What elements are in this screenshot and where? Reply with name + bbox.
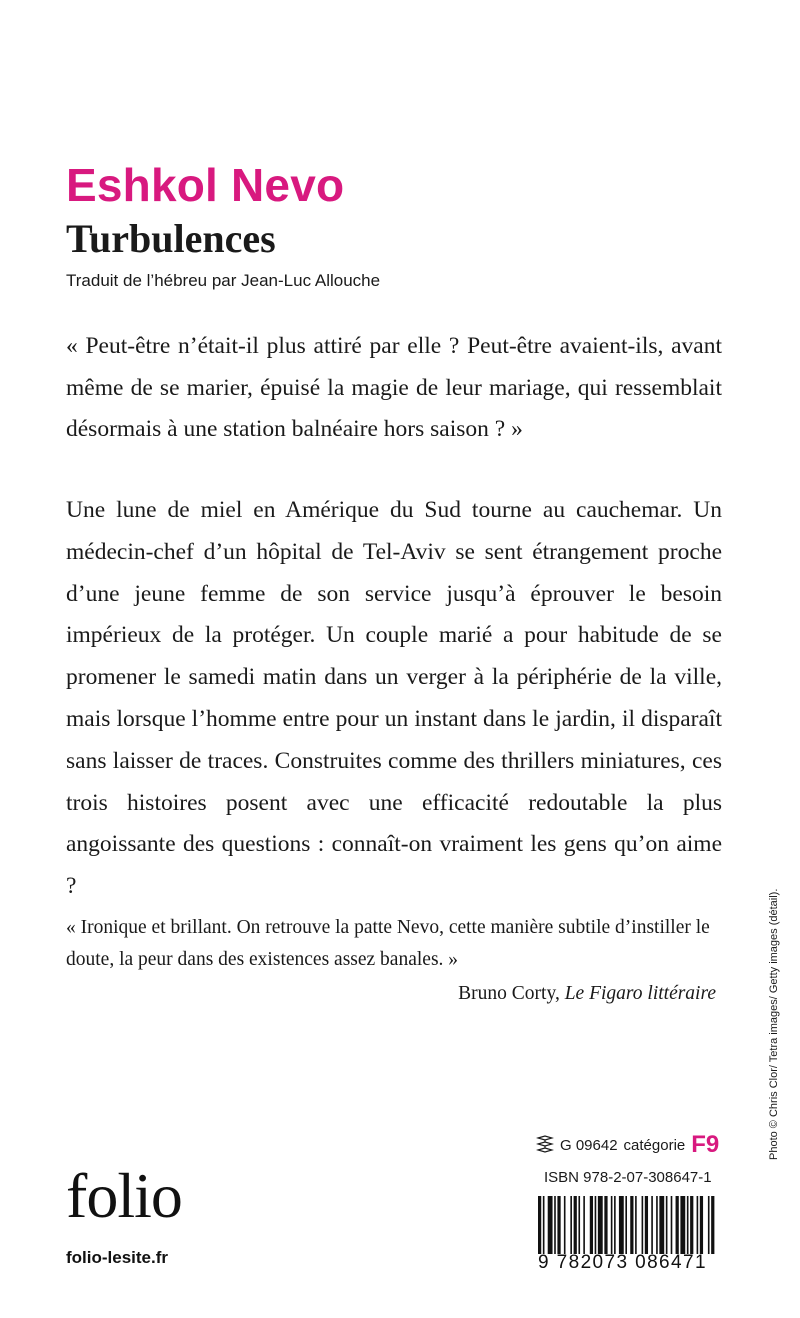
- barcode-bar: [651, 1196, 653, 1254]
- barcode-bar: [538, 1196, 541, 1254]
- barcode-bar: [598, 1196, 603, 1254]
- barcode-bar: [611, 1196, 613, 1254]
- review-attribution: [458, 983, 716, 1005]
- barcode: [538, 1196, 716, 1254]
- press-review: « Ironique et brillant. On retrouve la patte Nevo, cette manière subtile d’instiller le doute, la peur dans des existences assez banales. »: [66, 917, 710, 970]
- barcode-bar: [554, 1196, 556, 1254]
- barcode-bar: [666, 1196, 668, 1254]
- barcode-bar: [711, 1196, 714, 1254]
- publisher-website: folio-lesite.fr: [66, 1248, 169, 1267]
- translator-credit: Traduit de l’hébreu par Jean-Luc Allouche: [66, 271, 381, 290]
- excerpt-quote: « Peut-être n’était-il plus attiré par elle ? Peut-être avaient-ils, avant même de se marier, épuisé la magie de leur mariage, qui ressemblait désormais à une station balnéaire hors saison ? »: [66, 333, 722, 442]
- barcode-bar: [708, 1196, 710, 1254]
- barcode-bar: [574, 1196, 577, 1254]
- barcode-bar: [578, 1196, 580, 1254]
- barcode-bar: [659, 1196, 664, 1254]
- barcode-bar: [690, 1196, 693, 1254]
- barcode-bar: [625, 1196, 627, 1254]
- barcode-bar: [642, 1196, 644, 1254]
- barcode-bar: [635, 1196, 637, 1254]
- barcode-bar: [630, 1196, 633, 1254]
- barcode-bar: [557, 1196, 560, 1254]
- barcode-bar: [570, 1196, 572, 1254]
- barcode-bar: [656, 1196, 658, 1254]
- review-critic: Bruno Corty,: [458, 983, 560, 1004]
- barcode-bar: [700, 1196, 703, 1254]
- catalog-line: [536, 1133, 719, 1157]
- barcode-bar: [590, 1196, 593, 1254]
- folio-logo: folio: [66, 1160, 182, 1231]
- folio-stacked-books-icon: [536, 1135, 554, 1155]
- review-publication: Le Figaro littéraire: [564, 983, 716, 1004]
- book-title: Turbulences: [66, 216, 276, 261]
- barcode-bar: [564, 1196, 566, 1254]
- barcode-bar: [583, 1196, 585, 1254]
- summary-blurb: Une lune de miel en Amérique du Sud tourne au cauchemar. Un médecin-chef d’un hôpital de Tel-Aviv se sent étrangement proche d’une jeune femme de son service jusqu’à éprouver le besoin impérieux de la protéger. Un couple marié a pour habitude de se promener le samedi matin dans un verger à la périphérie de la ville, mais lorsque l’homme entre pour un instant dans le jardin, il disparaît sans laisser de traces. Construites comme des thrillers miniatures, ces trois histoires posent avec une efficacité redoutable la plus angoissante des questions : connaît-on vraiment les gens qu’on aime ?: [66, 497, 722, 900]
- isbn-number: ISBN 978-2-07-308647-1: [544, 1169, 712, 1186]
- category-code: F9: [691, 1131, 720, 1158]
- category-label: catégorie: [623, 1136, 686, 1154]
- barcode-bar: [595, 1196, 597, 1254]
- barcode-digits: 9 782073 086471: [538, 1252, 707, 1273]
- barcode-bar: [680, 1196, 685, 1254]
- catalog-code: G 09642: [560, 1136, 618, 1154]
- barcode-bar: [671, 1196, 673, 1254]
- photo-credit: Photo © Chris Clor/ Tetra images/ Getty images (détail).: [768, 888, 780, 1160]
- barcode-bar: [548, 1196, 553, 1254]
- author-name: Eshkol Nevo: [66, 159, 345, 211]
- barcode-bar: [645, 1196, 648, 1254]
- barcode-bar: [676, 1196, 679, 1254]
- barcode-bar: [687, 1196, 689, 1254]
- barcode-bar: [543, 1196, 545, 1254]
- barcode-bar: [614, 1196, 616, 1254]
- barcode-bar: [619, 1196, 624, 1254]
- barcode-bar: [697, 1196, 699, 1254]
- barcode-bar: [604, 1196, 607, 1254]
